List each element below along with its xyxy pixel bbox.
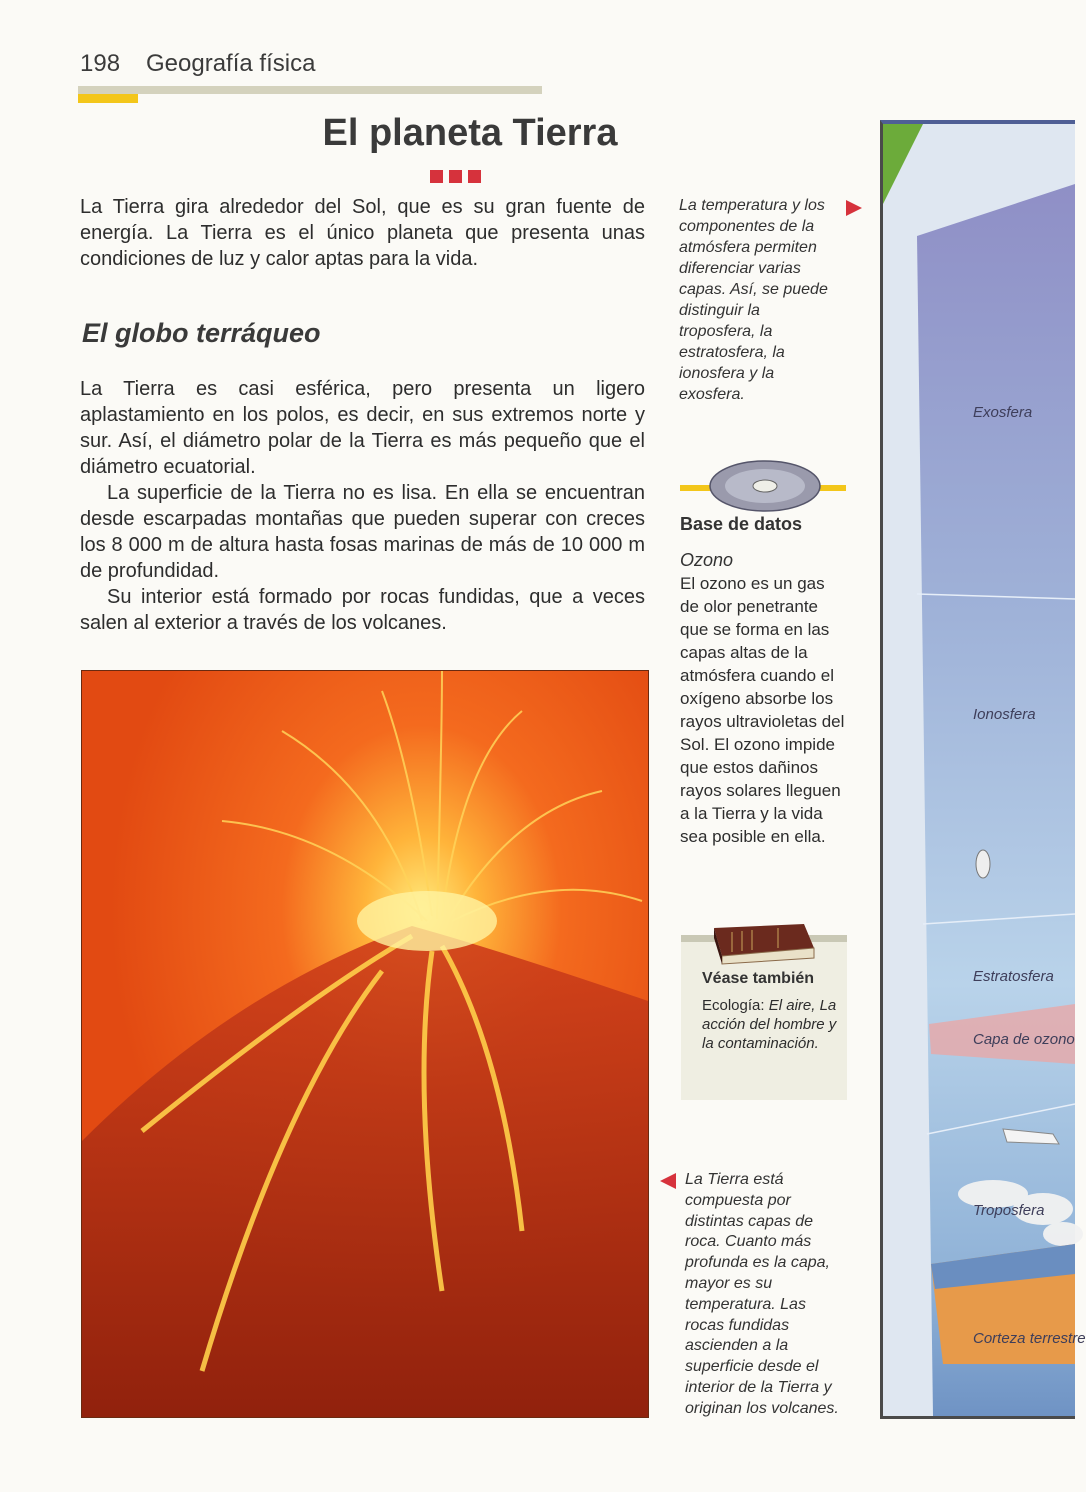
disc-icon	[708, 458, 823, 519]
database-title: Base de datos	[680, 514, 803, 534]
layer-label-estratosfera: Estratosfera	[973, 968, 1054, 985]
layer-label-troposfera: Troposfera	[973, 1202, 1045, 1219]
see-also-link[interactable]: El aire, La acción del hombre y la contaminación.	[702, 997, 837, 1052]
page-title: El planeta Tierra	[322, 112, 618, 154]
header-rule	[78, 86, 542, 94]
caption-volcano: La Tierra está compuesta por distintas capas de roca. Cuanto más profunda es la capa, mayor es su temperatura. Las rocas fundidas ascienden a la superficie desde el interior de la Tierra y originan los volcanes.	[685, 1171, 839, 1417]
title-ornament	[430, 170, 481, 183]
arrow-left-icon	[660, 1173, 676, 1189]
paragraph: Su interior está formado por rocas fundidas, que a veces salen al exterior a través de los volcanes.	[80, 586, 645, 634]
paragraph: La superficie de la Tierra no es lisa. En ella se encuentran desde escarpadas montañas que pueden superar con creces los 8 000 m de altura hasta fosas marinas de más de 10 000 m de profundidad.	[80, 482, 645, 582]
intro-paragraph	[80, 194, 645, 272]
layer-label-ionosfera: Ionosfera	[973, 706, 1036, 723]
see-also-title: Véase también	[702, 970, 815, 987]
database-text: El ozono es un gas de olor penetrante que se forma en las capas altas de la atmósfera cuando el oxígeno absorbe los rayos ultravioletas del Sol. El ozono impide que estos dañinos rayos solares lleguen a la Tierra y la vida sea posible en ella.	[680, 574, 845, 846]
subheading: El globo terráqueo	[82, 318, 321, 348]
book-icon	[708, 918, 818, 971]
intro-text: La Tierra gira alrededor del Sol, que es su gran fuente de energía. La Tierra es el único planeta que presenta unas condiciones de luz y calor aptas para la vida.	[80, 196, 645, 270]
database-subtitle: Ozono	[680, 550, 734, 570]
layer-label-exosfera: Exosfera	[973, 404, 1033, 421]
paragraph: La Tierra es casi esférica, pero presenta un ligero aplastamiento en los polos, es decir, en sus extremos norte y sur. Así, el diámetro polar de la Tierra es más pequeño que el diámetro ecuatorial.	[80, 378, 645, 478]
arrow-right-icon	[846, 200, 862, 216]
atmosphere-illustration	[880, 120, 1086, 1419]
section-title: Geografía física	[146, 50, 316, 77]
volcano-photo	[81, 670, 649, 1418]
see-also-prefix: Ecología:	[702, 997, 769, 1014]
layer-label-corteza: Corteza terrestre	[973, 1330, 1086, 1347]
caption-atmosphere: La temperatura y los componentes de la atmósfera permiten diferenciar varias capas. Así, se puede distinguir la troposfera, la estratosfera, la ionosfera y la exosfera.	[679, 197, 828, 403]
see-also-body	[702, 996, 837, 1053]
header-accent-bar	[78, 94, 138, 103]
body-text	[80, 376, 645, 636]
layer-label-ozono: Capa de ozono	[973, 1031, 1075, 1048]
page-number: 198	[80, 50, 121, 77]
